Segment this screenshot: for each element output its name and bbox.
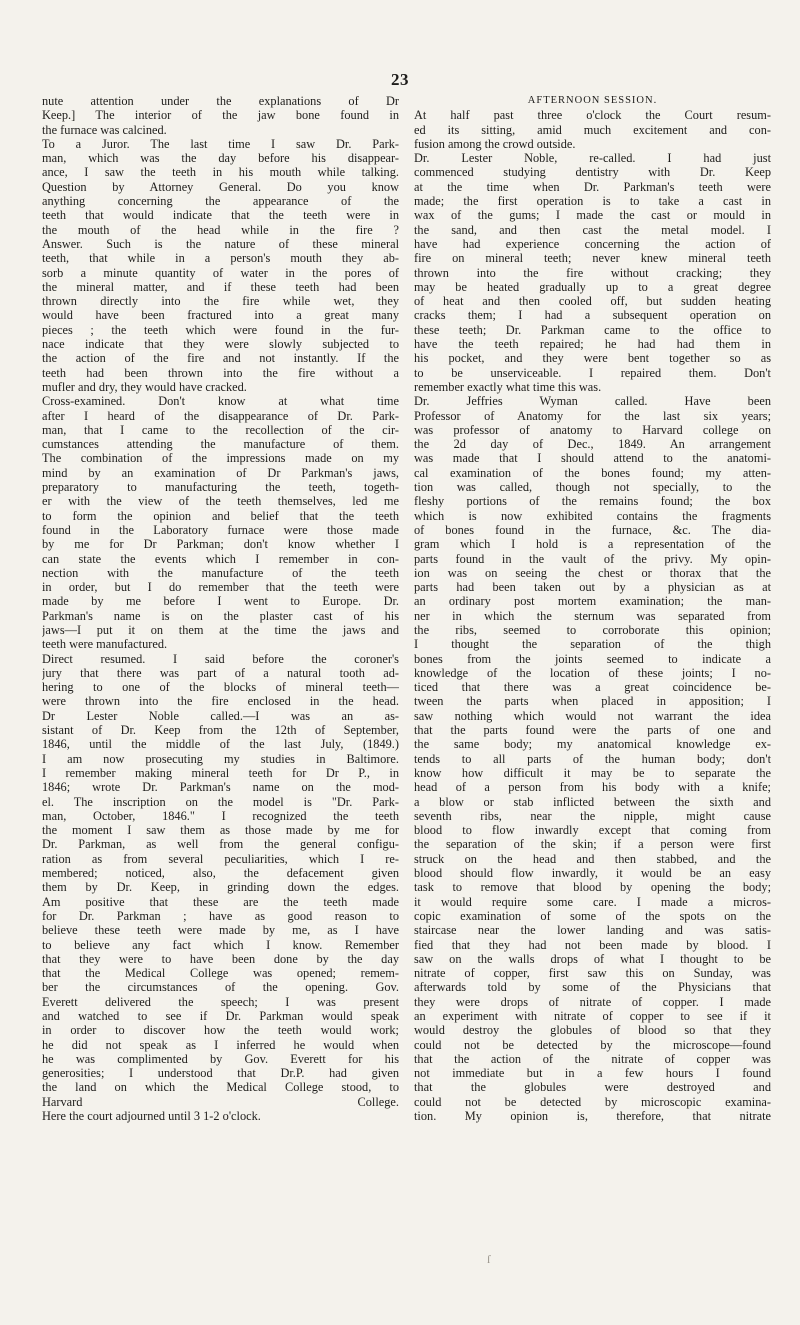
text-line: made; the first operation is to take a cast in [414, 194, 771, 209]
text-line: could not be detected by microscopic examina- [414, 1094, 771, 1109]
text-line: they were drops of nitrate of copper. I made [414, 994, 771, 1009]
text-line: Question by Attorney General. Do you know [42, 179, 399, 194]
text-line: would destroy the globules of blood so that they [414, 1023, 771, 1038]
text-line: mufler and dry, they would have cracked. [42, 379, 247, 394]
text-line: could not be detected by the microscope—found [414, 1037, 771, 1052]
text-line: Dr Lester Noble called.—I was an as- [42, 708, 399, 723]
text-line: thrown into the fire without cracking; they [414, 265, 771, 280]
text-line: the ribs, seemed to corroborate this opinion; [414, 622, 771, 637]
text-line: nection with the manufacture of the teeth [42, 565, 399, 580]
text-line: to be unserviceable. I repaired them. Don't [414, 365, 771, 380]
text-line: Dr. Jeffries Wyman called. Have been [414, 394, 771, 409]
text-line: not immediate but in a few hours I found [414, 1066, 771, 1081]
text-line: he did not speak as I inferred he would when [42, 1037, 399, 1052]
text-line: teeth that would indicate that the teeth were in [42, 208, 399, 223]
text-line: man, October, 1846." I recognized the teeth [42, 808, 399, 823]
text-line: Harvard College. [42, 1094, 399, 1109]
text-line: anything concerning the appearance of the [42, 194, 399, 209]
page-number: 23 [391, 70, 409, 89]
text-line: I am now prosecuting my studies in Baltimore. [42, 751, 399, 766]
text-line: ber the circumstances of the opening. Gov. [42, 980, 399, 995]
text-line: Am positive that these are the teeth made [42, 894, 399, 909]
text-line: cumstances attending the manufacture of them. [42, 437, 399, 452]
text-line: head of a person from his body with a knife; [414, 780, 771, 795]
text-line: man, which was the day before his disappear- [42, 151, 399, 166]
text-line: teeth had been thrown into the fire without a [42, 365, 399, 380]
text-line: made by me before I went to Europe. Dr. [42, 594, 399, 609]
text-line: was professor of anatomy to Harvard college on [414, 422, 771, 437]
text-line: the mineral matter, and if these teeth had been [42, 279, 399, 294]
text-line: fleshy portions of the remains found; the box [414, 494, 771, 509]
text-line: copic examination of some of the spots on the [414, 908, 771, 923]
text-line: of heat and then cooled off, but sudden heating [414, 294, 771, 309]
text-line: the 2d day of Dec., 1849. An arrangement [414, 437, 771, 452]
text-line: the mouth of the head while in the fire ? [42, 222, 399, 237]
text-line: these teeth; Dr. Parkman came to the office to [414, 322, 771, 337]
text-line: the furnace was calcined. [42, 122, 167, 137]
text-line: wax of the gums; I made the cast or mould in [414, 208, 771, 223]
text-line: To a Juror. The last time I saw Dr. Park- [42, 136, 399, 151]
text-line: sorb a minute quantity of water in the pores of [42, 265, 399, 280]
text-line: Keep.] The interior of the jaw bone found in [42, 108, 399, 123]
text-line: teeth were manufactured. [42, 637, 168, 652]
text-line: struck on the head and then stabbed, and the [414, 851, 771, 866]
text-line: tion was called, though not specially, to the [414, 480, 771, 495]
text-line: he was complimented by Gov. Everett for his [42, 1051, 399, 1066]
text-line: fire on mineral teeth; never knew mineral teeth [414, 251, 771, 266]
text-line: man, that I came to the recollection of the cir- [42, 422, 399, 437]
text-line: them by Dr. Keep, in grinding down the edges. [42, 880, 399, 895]
text-line: Here the court adjourned until 3 1-2 o'clock. [42, 1109, 261, 1124]
text-line: Direct resumed. I said before the coroner's [42, 651, 399, 666]
text-line: Everett delivered the speech; I was present [42, 994, 399, 1009]
text-line: nace indicate that they were slowly subjected to [42, 337, 399, 352]
text-line: an experiment with nitrate of copper to see if it [414, 1009, 771, 1023]
text-line: the action of the fire and not instantly. If the [42, 351, 399, 366]
text-line: I remember making mineral teeth for Dr P., in [42, 765, 399, 780]
text-line: hering to one of the blocks of mineral teeth— [42, 680, 399, 695]
text-line: an ordinary post mortem examination; the man- [414, 594, 771, 609]
text-line: ner in which the sternum was separated from [414, 608, 771, 623]
text-line: el. The inscription on the model is "Dr. Park- [42, 794, 399, 809]
text-line: I thought the separation of the thigh [414, 637, 771, 652]
section-heading: AFTERNOON SESSION. [527, 95, 658, 106]
text-line: gram which I hold is a representation of the [414, 537, 771, 552]
text-line: saw nothing which would not warrant the idea [414, 708, 771, 723]
text-line: fied that they had not been made by blood. I [414, 937, 771, 952]
text-line: ion was on seeing the chest or thorax that the [414, 565, 771, 580]
text-line: jaws—I put it on them at the time the jaws and [42, 622, 399, 637]
text-line: was made that I should attend to the anatomi- [414, 451, 771, 466]
text-line: at the time when Dr. Parkman's teeth were [414, 179, 771, 194]
text-line: the moment I saw them as those made by me for [42, 823, 399, 838]
text-line: cracks them; I had a subsequent operation on [414, 308, 771, 323]
text-line: nitrate of copper, first saw this on Sunday, was [414, 966, 771, 981]
text-line: At half past three o'clock the Court resum- [414, 108, 771, 123]
text-line: it would require some care. I made a micros- [414, 894, 771, 909]
text-line: the same body; my anatomical knowledge ex- [414, 737, 771, 752]
text-line: membered; noticed, also, the defacement given [42, 866, 399, 881]
text-line: and watched to see if Dr. Parkman would speak [42, 1009, 399, 1023]
text-line: Dr. Parkman, as well from the general configu- [42, 837, 399, 852]
text-line: of bones found in the furnace, &c. The dia- [414, 522, 771, 537]
left-column [42, 94, 399, 1123]
text-line: bones from the joints seemed to indicate a [414, 651, 771, 666]
text-line: Dr. Lester Noble, re-called. I had just [414, 151, 771, 166]
text-line: knowledge of the location of these joints; I no- [414, 665, 771, 680]
text-line: ration as from several peculiarities, which I re- [42, 851, 399, 866]
text-line: ance, I saw the teeth in his mouth while talking. [42, 165, 399, 180]
text-line: know how difficult it may be to separate the [414, 765, 771, 780]
right-column [414, 94, 771, 1123]
text-line: can state the events which I remember in con- [42, 551, 399, 566]
text-line: a blow or stab inflicted between the sixth and [414, 794, 771, 809]
text-line: preparatory to manufacturing the teeth, togeth- [42, 480, 399, 495]
text-line: pieces ; the teeth which were found in the fur- [42, 322, 399, 337]
text-line: seventh ribs, near the nipple, might cause [414, 808, 771, 823]
text-line: afterwards told by some of the Physicians that [414, 980, 771, 995]
text-line: after I heard of the disappearance of Dr. Park- [42, 408, 399, 423]
text-line: which is now exhibited contains the fragments [414, 508, 771, 523]
text-line: have had experience concerning the action of [414, 236, 771, 251]
text-line: blood to flow inwardly except that coming from [414, 823, 771, 838]
text-line: by me for Dr Parkman; don't know whether I [42, 537, 399, 552]
text-line: for Dr. Parkman ; have as good reason to [42, 908, 399, 923]
text-line: fusion among the crowd outside. [414, 136, 576, 151]
text-line: Cross-examined. Don't know at what time [42, 394, 399, 409]
text-line: saw on the walls drops of what I thought to be [414, 951, 771, 966]
text-line: tween the parts when placed in apposition; I [414, 694, 771, 709]
text-line: that the Medical College was opened; remem- [42, 966, 399, 981]
text-line: tends to all parts of the human body; don't [414, 751, 771, 766]
text-line: teeth, that while in a person's mouth they ab- [42, 251, 399, 266]
text-line: that the parts found were the parts of one and [414, 723, 771, 738]
text-line: parts found in the vault of the privy. My opin- [414, 551, 771, 566]
text-line: Parkman's name is on the plaster cast of his [42, 608, 399, 623]
text-line: Professor of Anatomy for the last six years; [414, 408, 771, 423]
text-line: 1846; wrote Dr. Parkman's name on the mod- [42, 780, 399, 795]
text-line: in order to discover how the teeth would work; [42, 1023, 399, 1038]
text-line: that they were to have been done by the day [42, 951, 399, 966]
text-line: believe these teeth were made by me, as I have [42, 923, 399, 938]
text-line: found in the Laboratory furnace were those made [42, 522, 399, 537]
text-line: that the action of the nitrate of copper was [414, 1051, 771, 1066]
text-line: parts had been taken out by a physician as at [414, 580, 771, 595]
text-line: thrown directly into the fire while wet, they [42, 294, 399, 309]
text-line: ed its sitting, amid much excitement and con- [414, 122, 771, 137]
text-line: 1846, until the middle of the last July, (1849.) [42, 737, 399, 752]
text-line: blood should flow inwardly, it would be an easy [414, 866, 771, 881]
text-line: task to remove that blood by opening the body; [414, 880, 771, 895]
text-line: were thrown into the fire enclosed in the head. [42, 694, 399, 709]
text-line: mind by an examination of Dr Parkman's jaws, [42, 465, 399, 480]
text-line: generosities; I understood that Dr.P. had given [42, 1066, 399, 1081]
text-line: staircase near the lower landing and was satis- [414, 923, 771, 938]
text-line: have the teeth repaired; he had had them in [414, 337, 771, 352]
text-line: the land on which the Medical College stood, to [42, 1080, 399, 1095]
text-line: that the globules were destroyed and [414, 1080, 771, 1095]
text-line: remember exactly what time this was. [414, 379, 602, 394]
text-line: er with the view of the teeth themselves, led me [42, 494, 399, 509]
text-line: in order, but I do remember that the teeth were [42, 580, 399, 595]
page-mark: ſ [487, 1252, 491, 1266]
text-line: commenced studying dentistry with Dr. Keep [414, 165, 771, 180]
text-line: Answer. Such is the nature of these mineral [42, 236, 399, 251]
text-line: cal examination of the bones found; my atten- [414, 465, 771, 480]
text-line: may be heated gradually up to a great degree [414, 279, 771, 294]
text-line: his pocket, and they were bent together so as [414, 351, 771, 366]
text-line: nute attention under the explanations of Dr [42, 94, 399, 108]
text-line: sistant of Dr. Keep from the 12th of September, [42, 723, 399, 738]
text-line: the separation of the skin; if a person were first [414, 837, 771, 852]
text-line: tion. My opinion is, therefore, that nitrate [414, 1109, 771, 1124]
text-line: to believe any fact which I know. Remember [42, 937, 399, 952]
text-line: ticed that there was a great coincidence be- [414, 680, 771, 695]
text-line: The combination of the impressions made on my [42, 451, 399, 466]
text-line: would have been fractured into a great many [42, 308, 399, 323]
text-line: the sand, and then cast the metal model. I [414, 222, 771, 237]
text-line: to form the opinion and belief that the teeth [42, 508, 399, 523]
text-line: jury that there was part of a natural tooth ad- [42, 665, 399, 680]
